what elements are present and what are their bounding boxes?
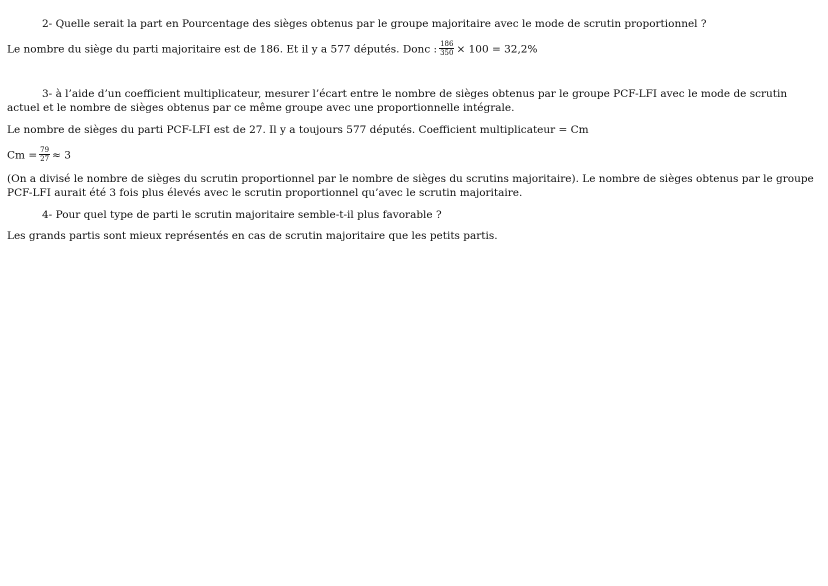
fraction-denominator: 350 bbox=[440, 49, 454, 57]
question-3-explanation: (On a divisé le nombre de sièges du scrutin proportionnel par le nombre de sièges du scrutins majoritaire). Le nombre de sièges obtenus par le groupe PCF-LFI aurait été 3 fois plus élevés avec le scrutin proportionnel qu’avec le scrutin majoritaire. bbox=[7, 173, 814, 199]
fraction-numerator: 186 bbox=[440, 40, 454, 48]
question-3-fraction bbox=[39, 146, 50, 163]
question-2-fraction bbox=[439, 40, 454, 57]
coefficient-label: Cm = bbox=[7, 149, 38, 162]
question-4-heading: 4- Pour quel type de parti le scrutin majoritaire semble-t-il plus favorable ? bbox=[42, 209, 442, 221]
question-4-answer: Les grands partis sont mieux représentés en cas de scrutin majoritaire que les petits partis. bbox=[7, 230, 498, 242]
question-2-answer-text: Le nombre du siège du parti majoritaire est de 186. Et il y a 577 députés. Donc : bbox=[7, 43, 438, 56]
question-2-heading: 2- Quelle serait la part en Pourcentage des sièges obtenus par le groupe majoritaire avec le mode de scrutin proportionnel ? bbox=[42, 18, 707, 30]
question-2-answer bbox=[7, 41, 819, 58]
question-2-answer-result: × 100 = 32,2% bbox=[456, 43, 538, 56]
fraction-denominator: 27 bbox=[40, 155, 50, 163]
fraction-numerator: 79 bbox=[40, 146, 50, 154]
question-3-heading: 3- à l’aide d’un coefficient multiplicateur, mesurer l’écart entre le nombre de sièges obtenus par le groupe PCF-LFI avec le mode de scrutin actuel et le nombre de sièges obtenus par ce même groupe avec une proportionnelle intégrale. bbox=[7, 88, 788, 114]
question-3-answer-line: Le nombre de sièges du parti PCF-LFI est de 27. Il y a toujours 577 députés. Coefficient multiplicateur = Cm bbox=[7, 124, 589, 136]
coefficient-result: ≈ 3 bbox=[52, 149, 71, 162]
question-3-coefficient bbox=[7, 147, 819, 164]
